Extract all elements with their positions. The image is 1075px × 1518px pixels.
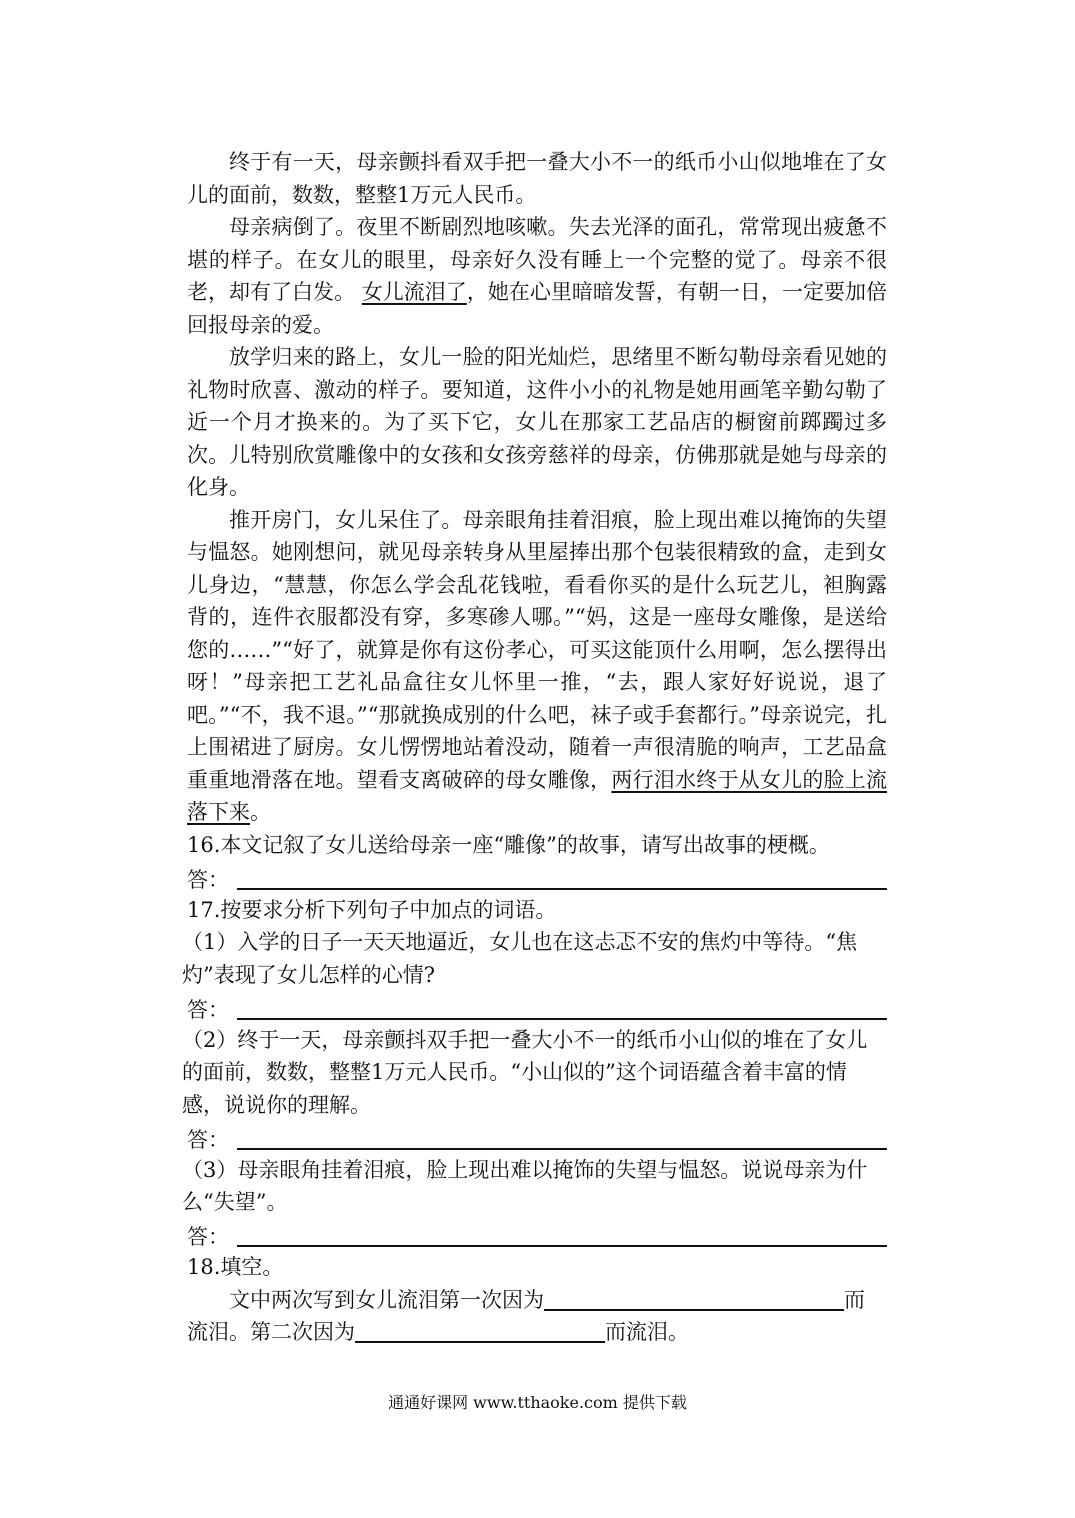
fill-blank-2[interactable] [355, 1340, 605, 1343]
passage-paragraph-1: 终于有一天，母亲颤抖看双手把一叠大小不一的纸币小山似地堆在了女儿的面前，数数，整整1万元人民币。 [187, 150, 887, 207]
answer-label: 答： [187, 997, 229, 1022]
answer-blank[interactable] [237, 887, 887, 890]
question-17-3: （3）母亲眼角挂着泪痕，脸上现出难以掩饰的失望与愠怒。说说母亲为什么“失望”。 [182, 1157, 868, 1214]
document-content [182, 146, 887, 1349]
answer-blank[interactable] [237, 1244, 887, 1247]
question-text: 流泪。第二次因为 [187, 1320, 355, 1344]
answer-line-17-2[interactable] [187, 1121, 887, 1154]
answer-blank[interactable] [237, 1017, 887, 1020]
answer-label: 答： [187, 1127, 229, 1152]
passage-paragraph-3: 放学归来的路上，女儿一脸的阳光灿烂，思绪里不断勾勒母亲看见她的礼物时欣喜、激动的样子。要知道，这件小小的礼物是她用画笔辛勤勾勒了近一个月才换来的。为了买下它，女儿在那家工艺品店的橱窗前踯躅过多次。儿特别欣赏雕像中的女孩和女孩旁慈祥的母亲，仿佛那就是她与母亲的化身。 [187, 345, 887, 499]
passage-paragraph-4 [187, 504, 887, 829]
page-footer: 通通好课网 www.tthaoke.com 提供下载 [388, 1393, 687, 1412]
answer-line-17-1[interactable] [187, 991, 887, 1024]
question-text: 而 [844, 1287, 865, 1312]
underlined-sentence-1: 女儿流泪了 [361, 280, 467, 304]
answer-label: 答： [187, 867, 229, 892]
answer-line-16[interactable] [187, 861, 887, 894]
question-18-line-2 [187, 1316, 887, 1349]
question-16: 16.本文记叙了女儿送给母亲一座“雕像”的故事，请写出故事的梗概。 [187, 832, 830, 857]
underlined-sentence-2: 两行泪水终于从女儿的脸上流落下来 [187, 767, 887, 824]
passage-text: 母亲病倒了。夜里不断剧烈地咳嗽。失去光泽的面孔，常常现出疲惫不堪的样子。在女儿的眼里，母亲好久没有睡上一个完整的觉了。母亲不很老，却有了白发。 [187, 215, 887, 304]
question-17-2: （2）终于一天，母亲颤抖双手把一叠大小不一的纸币小山似的堆在了女儿的面前，数数，整整1万元人民币。“小山似的”这个词语蕴含着丰富的情感，说说你的理解。 [182, 1027, 868, 1117]
answer-label: 答： [187, 1225, 229, 1249]
passage-text: 。 [250, 800, 271, 824]
passage-text: ，她在心里暗暗发誓，有朝一日，一定要加倍回报母亲的爱。 [187, 280, 887, 337]
question-17: 17.按要求分析下列句子中加点的词语。 [187, 897, 557, 922]
question-18-line-1 [187, 1284, 887, 1317]
question-18: 18.填空。 [187, 1255, 284, 1279]
question-text: 文中两次写到女儿流泪第一次因为 [229, 1287, 544, 1312]
question-text: 而流泪。 [605, 1320, 689, 1344]
passage-paragraph-2 [187, 211, 887, 341]
fill-blank-1[interactable] [544, 1308, 844, 1311]
answer-blank[interactable] [237, 1147, 887, 1150]
passage-text: 推开房门，女儿呆住了。母亲眼角挂着泪痕，脸上现出难以掩饰的失望与愠怒。她刚想问，就见母亲转身从里屋捧出那个包装很精致的盒，走到女儿身边，“慧慧，你怎么学会乱花钱啦，看看你买的是什么玩艺儿，袒胸露背的，连件衣服都没有穿，多寒碜人哪。”“妈，这是一座母女雕像，是送给您的……”“好了，就算是你有这份孝心，可买这能顶什么用啊，怎么摆得出呀！”母亲把工艺礼品盒往女儿怀里一推，“去，跟人家好好说说，退了吧。”“不，我不退。”“那就换成别的什么吧，袜子或手套都行。”母亲说完，扎上围裙进了厨房。女儿愣愣地站着没动，随着一声很清脆的响声，工艺品盒重重地滑落在地。望看支离破碎的母女雕像， [187, 507, 887, 792]
answer-line-17-3[interactable] [187, 1219, 887, 1252]
question-17-1: （1）入学的日子一天天地逼近，女儿也在这忐忑不安的焦灼中等待。“焦灼”表现了女儿怎样的心情? [182, 930, 858, 987]
